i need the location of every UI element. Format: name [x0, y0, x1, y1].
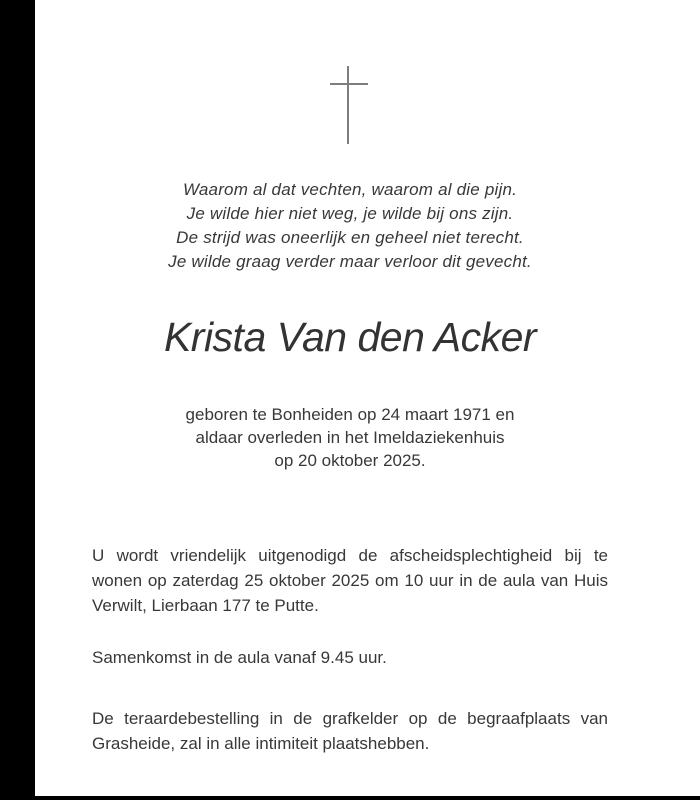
cross-horizontal-line	[330, 83, 368, 85]
poem-line: Waarom al dat vechten, waarom al die pijn.	[182, 180, 518, 199]
death-date-line: op 20 oktober 2025.	[274, 451, 426, 470]
birth-line: geboren te Bonheiden op 24 maart 1971 en	[185, 405, 515, 424]
invitation-paragraph: U wordt vriendelijk uitgenodigd de afscheidsplechtigheid bij te wonen op zaterdag 25 oktober 2025 om 10 uur in de aula van Huis Verwilt, Lierbaan 177 te Putte.	[92, 546, 608, 615]
memorial-poem	[0, 178, 700, 274]
scan-edge-bottom-bar	[0, 796, 700, 800]
gathering-line: Samenkomst in de aula vanaf 9.45 uur.	[92, 648, 387, 667]
poem-line: De strijd was oneerlijk en geheel niet terecht.	[176, 228, 524, 247]
cross-icon	[330, 66, 368, 144]
deceased-name: Krista Van den Acker	[163, 314, 537, 360]
life-details	[0, 403, 700, 472]
scan-edge-left-bar	[0, 0, 35, 800]
poem-line: Je wilde hier niet weg, je wilde bij ons zijn.	[186, 204, 514, 223]
poem-line: Je wilde graag verder maar verloor dit gevecht.	[168, 252, 532, 271]
death-place-line: aldaar overleden in het Imeldaziekenhuis	[195, 428, 505, 447]
burial-paragraph: De teraardebestelling in de grafkelder op de begraafplaats van Grasheide, zal in alle intimiteit plaatshebben.	[92, 709, 608, 753]
cross-vertical-line	[347, 66, 349, 144]
